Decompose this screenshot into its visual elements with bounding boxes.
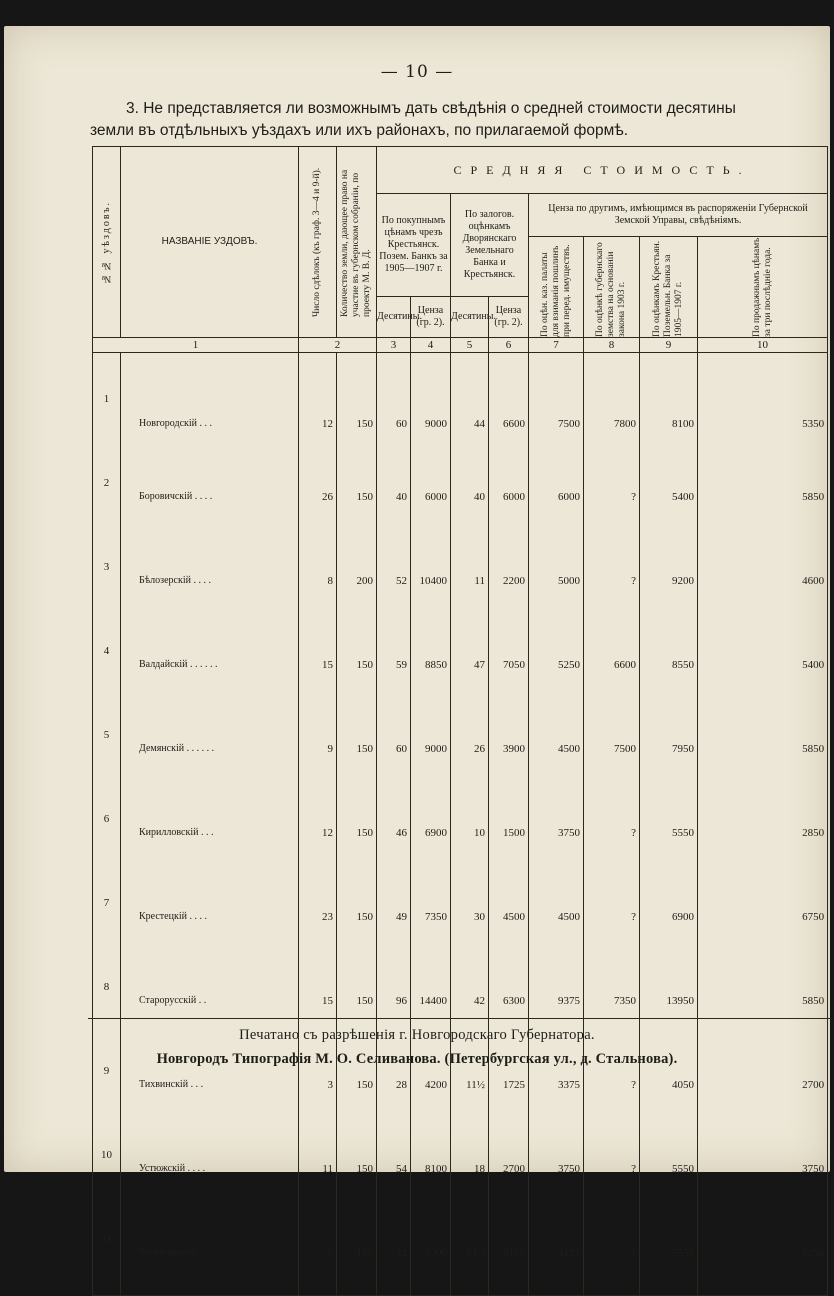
cell-c5: 26 (451, 707, 489, 791)
cell-c10: 5400 (698, 623, 828, 707)
cell-c8: ? (584, 875, 640, 959)
cell-c4: 9000 (411, 353, 451, 456)
cell-c9: 5550 (640, 1211, 698, 1296)
col-num-5: 5 (451, 338, 489, 353)
cell-c7: 4500 (529, 707, 584, 791)
col-num-10: 10 (698, 338, 828, 353)
header-no: №№ уѣздовъ. (93, 147, 121, 338)
cell-c6: 4500 (489, 875, 529, 959)
cell-c3: 54 (377, 1127, 411, 1211)
header-mortgage: По залогов. оцѣнкамъ Дворянскаго Земельнаго Банка и Крестьянск. (451, 194, 529, 297)
cell-name: Бѣлозерскій . . . . (121, 539, 299, 623)
col-num-8: 8 (584, 338, 640, 353)
cell-c7: 5000 (529, 539, 584, 623)
cell-c9: 9200 (640, 539, 698, 623)
cell-c7: 6000 (529, 455, 584, 539)
column-numbers-row (93, 338, 828, 353)
cell-c6: 6600 (489, 353, 529, 456)
cell-c6: 3900 (489, 707, 529, 791)
cell-c4: 9000 (411, 707, 451, 791)
header-purchase: По покупнымъ цѣнамъ чрезъ Крестьянск. Позем. Банкъ за 1905—1907 г. (377, 194, 451, 297)
header-desyat-5: Десятины. (451, 297, 489, 338)
cell-c5: 11½ (451, 1043, 489, 1127)
cell-deals: 3 (299, 1043, 337, 1127)
header-census: Ценза по другимъ, имѣющимся въ распоряженіи Губернской Земской Управы, свѣдѣніямъ. (529, 194, 828, 237)
cell-c5: 30 (451, 875, 489, 959)
cell-name: Валдайскій . . . . . . (121, 623, 299, 707)
cell-c4: 8100 (411, 1127, 451, 1211)
cell-no: 9 (93, 1043, 121, 1127)
cell-c5: 10 (451, 791, 489, 875)
cell-c7: 3750 (529, 791, 584, 875)
cell-c9: 5400 (640, 455, 698, 539)
cell-deals: 9 (299, 707, 337, 791)
col-num-9: 9 (640, 338, 698, 353)
cell-c3: 28 (377, 1043, 411, 1127)
cell-c5: 40 (451, 455, 489, 539)
cell-c8: ? (584, 1211, 640, 1296)
cell-c8: 7500 (584, 707, 640, 791)
cell-c6: 7050 (489, 623, 529, 707)
cell-no: 3 (93, 539, 121, 623)
header-sub9: По оцѣнкамъ Крестьян. Поземельн. Банка за 1905—1907 г. (640, 237, 698, 338)
table-row (93, 623, 828, 707)
header-qty: Количество земли, дающее право на участие въ губернском собраніи, по проекту М. В. Д. (337, 147, 377, 338)
cell-c7: 4125 (529, 1211, 584, 1296)
table-row (93, 707, 828, 791)
table-row (93, 875, 828, 959)
cell-c4: 14400 (411, 959, 451, 1043)
cell-c4: 6300 (411, 1211, 451, 1296)
col-num-2: 2 (299, 338, 377, 353)
cell-c7: 3750 (529, 1127, 584, 1211)
cell-c3: 40 (377, 455, 411, 539)
cell-c4: 8850 (411, 623, 451, 707)
cell-c10: 5850 (698, 707, 828, 791)
cell-deals: 7 (299, 1211, 337, 1296)
cell-c10: 4600 (698, 539, 828, 623)
cell-c6: 2700 (489, 1127, 529, 1211)
cell-c6: 1725 (489, 1043, 529, 1127)
header-name: НАЗВАНІЕ УЗДОВЪ. (121, 147, 299, 338)
cell-c6: 5175 (489, 1211, 529, 1296)
cell-c6: 6000 (489, 455, 529, 539)
cell-c7: 5250 (529, 623, 584, 707)
cell-deals: 12 (299, 791, 337, 875)
cell-name: Череповецкій . . . . . . (121, 1211, 299, 1296)
cell-qty: 200 (337, 539, 377, 623)
cell-c3: 59 (377, 623, 411, 707)
cell-name: Старорусскій . . (121, 959, 299, 1043)
cell-c5: 42 (451, 959, 489, 1043)
cell-name: Тихвинскій . . . (121, 1043, 299, 1127)
cell-c9: 4050 (640, 1043, 698, 1127)
header-desyat-3: Десятины. (377, 297, 411, 338)
cell-qty: 150 (337, 353, 377, 456)
table-row (93, 539, 828, 623)
intro-line-1: 3. Не представляется ли возможнымъ дать свѣдѣнія о средней стоимости десятины (126, 100, 736, 117)
footer-rule (88, 1018, 831, 1019)
cell-no: 5 (93, 707, 121, 791)
cell-c4: 6000 (411, 455, 451, 539)
col-num-1: 1 (93, 338, 299, 353)
cell-c5: 44 (451, 353, 489, 456)
cell-qty: 150 (337, 623, 377, 707)
cell-no: 2 (93, 455, 121, 539)
cell-c9: 13950 (640, 959, 698, 1043)
footer-permission: Печатано съ разрѣшенія г. Новгородскаго Губернатора. (239, 1027, 595, 1043)
header-censa-4: Ценза (гр. 2). (411, 297, 451, 338)
cell-c3: 52 (377, 539, 411, 623)
cell-c10: 5250 (698, 1211, 828, 1296)
cell-qty: 150 (337, 1211, 377, 1296)
cell-c3: 96 (377, 959, 411, 1043)
intro-line-2: земли въ отдѣльныхъ уѣздахъ или ихъ районахъ, по прилагаемой формѣ. (90, 122, 629, 139)
cell-c9: 8550 (640, 623, 698, 707)
footer-printer: Новгородъ Типографія М. О. Селиванова. (Петербургская ул., д. Стальнова). (156, 1051, 678, 1067)
header-avg-cost: СРЕДНЯЯ СТОИМОСТЬ. (377, 147, 828, 194)
cell-qty: 150 (337, 1043, 377, 1127)
cell-c10: 3750 (698, 1127, 828, 1211)
header-deals: Число сдѣлокъ (къ граф. 3—4 и 9-й). (299, 147, 337, 338)
cell-no: 1 (93, 353, 121, 456)
table-row (93, 455, 828, 539)
cell-no: 8 (93, 959, 121, 1043)
cell-c8: ? (584, 1127, 640, 1211)
cell-c8: ? (584, 539, 640, 623)
cell-deals: 12 (299, 353, 337, 456)
cell-deals: 26 (299, 455, 337, 539)
cell-c8: 7350 (584, 959, 640, 1043)
table-row (93, 353, 828, 456)
cell-deals: 23 (299, 875, 337, 959)
cell-c3: 60 (377, 707, 411, 791)
page-number: — 10 — (380, 62, 454, 82)
cell-c5: 11 (451, 539, 489, 623)
cell-no: 4 (93, 623, 121, 707)
cell-c8: 7800 (584, 353, 640, 456)
cell-c3: 46 (377, 791, 411, 875)
cell-c8: ? (584, 791, 640, 875)
cell-c7: 3375 (529, 1043, 584, 1127)
cell-qty: 150 (337, 875, 377, 959)
cell-qty: 150 (337, 1127, 377, 1211)
cell-name: Кирилловскій . . . (121, 791, 299, 875)
cell-c6: 1500 (489, 791, 529, 875)
cell-deals: 11 (299, 1127, 337, 1211)
cell-deals: 15 (299, 959, 337, 1043)
cell-c10: 6750 (698, 875, 828, 959)
header-sub7: По оцѣн. каз. палаты для взиманія пошлинъ при перед. имуществъ. (529, 237, 584, 338)
col-num-3: 3 (377, 338, 411, 353)
col-num-7: 7 (529, 338, 584, 353)
cell-c5: 47 (451, 623, 489, 707)
cell-c8: ? (584, 1043, 640, 1127)
cell-c6: 6300 (489, 959, 529, 1043)
table-row (93, 1211, 828, 1296)
header-sub8: По оцѣнкѣ губернскаго земства на основаніи закона 1903 г. (584, 237, 640, 338)
cell-qty: 150 (337, 707, 377, 791)
cell-qty: 150 (337, 455, 377, 539)
cell-name: Устюжскій . . . . (121, 1127, 299, 1211)
cell-c7: 9375 (529, 959, 584, 1043)
cell-c10: 2850 (698, 791, 828, 875)
cell-c5: 34½ (451, 1211, 489, 1296)
cell-c3: 42 (377, 1211, 411, 1296)
cell-no: 11 (93, 1211, 121, 1296)
cell-c6: 2200 (489, 539, 529, 623)
table-body (93, 353, 828, 1296)
cell-c7: 4500 (529, 875, 584, 959)
intro-paragraph (90, 98, 830, 142)
cell-no: 7 (93, 875, 121, 959)
cell-name: Демянскій . . . . . . (121, 707, 299, 791)
cell-name: Крестецкій . . . . (121, 875, 299, 959)
cell-c9: 7950 (640, 707, 698, 791)
cell-c10: 5850 (698, 959, 828, 1043)
cost-table (92, 146, 828, 1296)
cell-c9: 8100 (640, 353, 698, 456)
cell-qty: 150 (337, 791, 377, 875)
cell-no: 6 (93, 791, 121, 875)
cell-c9: 5550 (640, 1127, 698, 1211)
cell-c9: 6900 (640, 875, 698, 959)
cell-name: Боровичскій . . . . (121, 455, 299, 539)
cell-deals: 15 (299, 623, 337, 707)
cell-c5: 18 (451, 1127, 489, 1211)
cell-c8: ? (584, 455, 640, 539)
cell-qty: 150 (337, 959, 377, 1043)
col-num-6: 6 (489, 338, 529, 353)
header-sub10: По продажнымъ цѣнамъ за три послѣдніе года. (698, 237, 828, 338)
cell-c3: 60 (377, 353, 411, 456)
cell-c7: 7500 (529, 353, 584, 456)
cell-c4: 7350 (411, 875, 451, 959)
cell-no: 10 (93, 1127, 121, 1211)
cell-c9: 5550 (640, 791, 698, 875)
cell-deals: 8 (299, 539, 337, 623)
table-row (93, 1127, 828, 1211)
table-row (93, 791, 828, 875)
header-censa-6: Ценза (гр. 2). (489, 297, 529, 338)
cell-c3: 49 (377, 875, 411, 959)
document-page (4, 26, 830, 1259)
cell-c10: 2700 (698, 1043, 828, 1127)
cell-c4: 6900 (411, 791, 451, 875)
cell-name: Новгородскій . . . (121, 353, 299, 456)
cell-c10: 5350 (698, 353, 828, 456)
cell-c4: 10400 (411, 539, 451, 623)
cell-c10: 5850 (698, 455, 828, 539)
cell-c4: 4200 (411, 1043, 451, 1127)
cell-c8: 6600 (584, 623, 640, 707)
col-num-4: 4 (411, 338, 451, 353)
